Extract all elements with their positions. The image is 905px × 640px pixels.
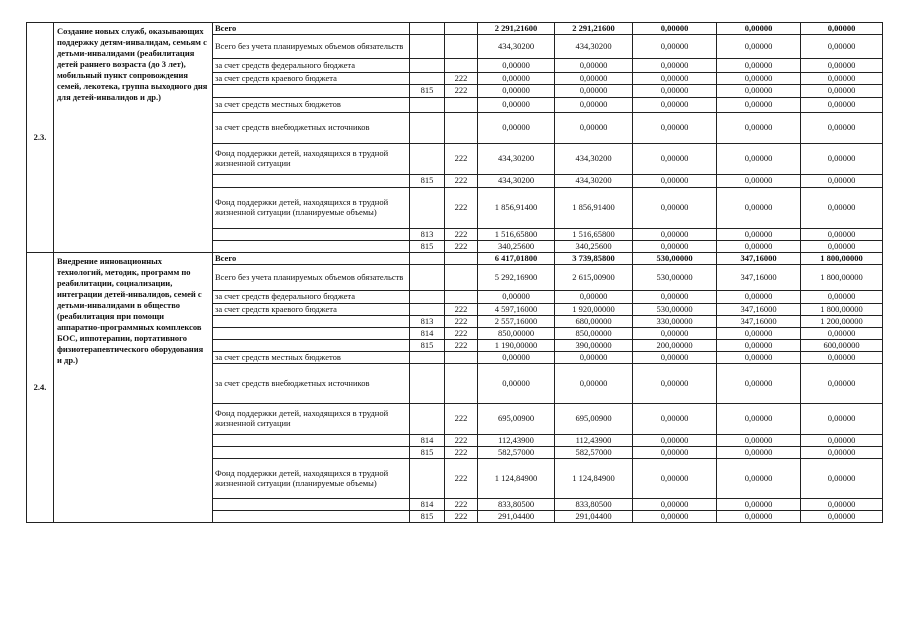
- amount-year2-cell: 200,00000: [633, 340, 717, 352]
- amount-year1-cell: 291,04400: [555, 511, 633, 523]
- amount-year2-cell: 0,00000: [633, 435, 717, 447]
- amount-year4-cell: 0,00000: [801, 35, 883, 59]
- amount-year4-cell: 0,00000: [801, 352, 883, 364]
- funding-source-cell: за счет средств федерального бюджета: [213, 59, 410, 73]
- amount-total-cell: 291,04400: [478, 511, 555, 523]
- amount-total-cell: 0,00000: [478, 352, 555, 364]
- amount-year4-cell: 0,00000: [801, 364, 883, 404]
- amount-total-cell: 695,00900: [478, 404, 555, 435]
- amount-year3-cell: 0,00000: [717, 447, 801, 459]
- amount-total-cell: 0,00000: [478, 59, 555, 73]
- budget-table: [26, 22, 883, 523]
- funding-source-cell: за счет средств федерального бюджета: [213, 291, 410, 304]
- amount-year3-cell: 347,16000: [717, 265, 801, 291]
- kosgu-code-cell: 222: [445, 188, 478, 229]
- amount-year3-cell: 0,00000: [717, 85, 801, 98]
- amount-year2-cell: 0,00000: [633, 59, 717, 73]
- funding-source-cell: [213, 435, 410, 447]
- grbs-code-cell: [410, 144, 445, 175]
- grbs-code-cell: 815: [410, 175, 445, 188]
- kosgu-code-cell: 222: [445, 511, 478, 523]
- amount-year3-cell: 0,00000: [717, 35, 801, 59]
- amount-total-cell: 1 516,65800: [478, 229, 555, 241]
- amount-year1-cell: 0,00000: [555, 85, 633, 98]
- amount-year4-cell: 0,00000: [801, 73, 883, 85]
- amount-total-cell: 112,43900: [478, 435, 555, 447]
- amount-year3-cell: 0,00000: [717, 241, 801, 253]
- amount-year4-cell: 0,00000: [801, 447, 883, 459]
- amount-year3-cell: 0,00000: [717, 499, 801, 511]
- amount-year1-cell: 0,00000: [555, 98, 633, 113]
- table-row: [27, 253, 883, 265]
- amount-year1-cell: 340,25600: [555, 241, 633, 253]
- amount-year3-cell: 0,00000: [717, 352, 801, 364]
- amount-total-cell: 582,57000: [478, 447, 555, 459]
- amount-year4-cell: 0,00000: [801, 291, 883, 304]
- amount-year2-cell: 0,00000: [633, 352, 717, 364]
- section-number: 2.4.: [27, 253, 54, 523]
- amount-year4-cell: 0,00000: [801, 328, 883, 340]
- kosgu-code-cell: [445, 291, 478, 304]
- grbs-code-cell: [410, 304, 445, 316]
- amount-year1-cell: 390,00000: [555, 340, 633, 352]
- amount-year3-cell: 0,00000: [717, 511, 801, 523]
- amount-total-cell: 5 292,16900: [478, 265, 555, 291]
- amount-total-cell: 0,00000: [478, 85, 555, 98]
- amount-year4-cell: 0,00000: [801, 85, 883, 98]
- funding-source-cell: [213, 229, 410, 241]
- amount-year3-cell: 0,00000: [717, 459, 801, 499]
- amount-year1-cell: 1 516,65800: [555, 229, 633, 241]
- amount-total-cell: 434,30200: [478, 175, 555, 188]
- kosgu-code-cell: 222: [445, 85, 478, 98]
- grbs-code-cell: 815: [410, 340, 445, 352]
- amount-total-cell: 0,00000: [478, 98, 555, 113]
- amount-year3-cell: 0,00000: [717, 59, 801, 73]
- grbs-code-cell: [410, 98, 445, 113]
- kosgu-code-cell: 222: [445, 241, 478, 253]
- amount-year2-cell: 0,00000: [633, 85, 717, 98]
- grbs-code-cell: 814: [410, 328, 445, 340]
- amount-year3-cell: 0,00000: [717, 73, 801, 85]
- grbs-code-cell: [410, 188, 445, 229]
- amount-year2-cell: 0,00000: [633, 499, 717, 511]
- section-description: Внедрение инновационных технологий, методик, программ по реабилитации, социализации, интеграции детей-инвалидов, семей с детьми-инвалидами в общество (реабилитация при помощи аппаратно-программных комплексов БОС, иппотерапии, портативного физиотерапевтического оборудования и др.): [54, 253, 213, 523]
- amount-total-cell: 1 856,91400: [478, 188, 555, 229]
- amount-year2-cell: 0,00000: [633, 404, 717, 435]
- amount-year1-cell: 0,00000: [555, 73, 633, 85]
- kosgu-code-cell: [445, 98, 478, 113]
- grbs-code-cell: 813: [410, 316, 445, 328]
- amount-year1-cell: 0,00000: [555, 364, 633, 404]
- kosgu-code-cell: 222: [445, 459, 478, 499]
- amount-year4-cell: 1 200,00000: [801, 316, 883, 328]
- budget-table-page: [26, 22, 882, 523]
- amount-year3-cell: 347,16000: [717, 304, 801, 316]
- funding-source-cell: Всего: [213, 253, 410, 265]
- amount-year4-cell: 0,00000: [801, 511, 883, 523]
- amount-year4-cell: 0,00000: [801, 241, 883, 253]
- amount-year2-cell: 0,00000: [633, 511, 717, 523]
- amount-year4-cell: 0,00000: [801, 499, 883, 511]
- amount-year2-cell: 530,00000: [633, 253, 717, 265]
- funding-source-cell: за счет средств внебюджетных источников: [213, 113, 410, 144]
- amount-year1-cell: 1 920,00000: [555, 304, 633, 316]
- amount-year3-cell: 0,00000: [717, 188, 801, 229]
- grbs-code-cell: 815: [410, 447, 445, 459]
- amount-year4-cell: 0,00000: [801, 144, 883, 175]
- amount-year1-cell: 434,30200: [555, 35, 633, 59]
- amount-year3-cell: 0,00000: [717, 98, 801, 113]
- funding-source-cell: Фонд поддержки детей, находящихся в трудной жизненной ситуации: [213, 404, 410, 435]
- amount-year1-cell: 850,00000: [555, 328, 633, 340]
- grbs-code-cell: [410, 352, 445, 364]
- funding-source-cell: за счет средств внебюджетных источников: [213, 364, 410, 404]
- grbs-code-cell: 814: [410, 499, 445, 511]
- amount-total-cell: 1 124,84900: [478, 459, 555, 499]
- amount-year3-cell: 0,00000: [717, 229, 801, 241]
- amount-year4-cell: 600,00000: [801, 340, 883, 352]
- kosgu-code-cell: [445, 352, 478, 364]
- amount-year1-cell: 2 291,21600: [555, 23, 633, 35]
- grbs-code-cell: 815: [410, 241, 445, 253]
- amount-year3-cell: 0,00000: [717, 404, 801, 435]
- grbs-code-cell: [410, 404, 445, 435]
- amount-total-cell: 2 291,21600: [478, 23, 555, 35]
- amount-year1-cell: 582,57000: [555, 447, 633, 459]
- amount-year2-cell: 0,00000: [633, 73, 717, 85]
- amount-total-cell: 0,00000: [478, 73, 555, 85]
- amount-year3-cell: 0,00000: [717, 340, 801, 352]
- kosgu-code-cell: 222: [445, 144, 478, 175]
- funding-source-cell: за счет средств краевого бюджета: [213, 73, 410, 85]
- grbs-code-cell: 813: [410, 229, 445, 241]
- grbs-code-cell: 814: [410, 435, 445, 447]
- funding-source-cell: [213, 340, 410, 352]
- amount-year3-cell: 347,16000: [717, 253, 801, 265]
- amount-year4-cell: 0,00000: [801, 59, 883, 73]
- amount-year3-cell: 0,00000: [717, 435, 801, 447]
- amount-year2-cell: 0,00000: [633, 364, 717, 404]
- amount-year2-cell: 0,00000: [633, 241, 717, 253]
- amount-year3-cell: 0,00000: [717, 364, 801, 404]
- amount-year4-cell: 1 800,00000: [801, 265, 883, 291]
- section-description: Создание новых служб, оказывающих поддержку детям-инвалидам, семьям с детьми-инвалидами (реабилитация детей раннего возраста (до 3 лет), мобильный пункт сопровождения семей, лекотека, группа выходного дня для детей-инвалидов и др.): [54, 23, 213, 253]
- kosgu-code-cell: 222: [445, 328, 478, 340]
- amount-year1-cell: 3 739,85800: [555, 253, 633, 265]
- amount-total-cell: 340,25600: [478, 241, 555, 253]
- table-row: [27, 23, 883, 35]
- amount-year4-cell: 0,00000: [801, 113, 883, 144]
- funding-source-cell: [213, 328, 410, 340]
- amount-total-cell: 4 597,16000: [478, 304, 555, 316]
- grbs-code-cell: 815: [410, 511, 445, 523]
- kosgu-code-cell: 222: [445, 435, 478, 447]
- amount-year3-cell: 0,00000: [717, 144, 801, 175]
- kosgu-code-cell: 222: [445, 404, 478, 435]
- kosgu-code-cell: 222: [445, 340, 478, 352]
- kosgu-code-cell: [445, 23, 478, 35]
- amount-total-cell: 833,80500: [478, 499, 555, 511]
- amount-year2-cell: 0,00000: [633, 291, 717, 304]
- grbs-code-cell: [410, 59, 445, 73]
- amount-year2-cell: 0,00000: [633, 144, 717, 175]
- amount-year2-cell: 330,00000: [633, 316, 717, 328]
- amount-year4-cell: 0,00000: [801, 98, 883, 113]
- funding-source-cell: Фонд поддержки детей, находящихся в трудной жизненной ситуации: [213, 144, 410, 175]
- amount-year1-cell: 695,00900: [555, 404, 633, 435]
- amount-year1-cell: 112,43900: [555, 435, 633, 447]
- amount-year1-cell: 680,00000: [555, 316, 633, 328]
- grbs-code-cell: [410, 291, 445, 304]
- grbs-code-cell: [410, 73, 445, 85]
- amount-year3-cell: 0,00000: [717, 113, 801, 144]
- amount-year4-cell: 1 800,00000: [801, 304, 883, 316]
- kosgu-code-cell: 222: [445, 229, 478, 241]
- funding-source-cell: [213, 447, 410, 459]
- amount-total-cell: 0,00000: [478, 364, 555, 404]
- amount-year4-cell: 0,00000: [801, 229, 883, 241]
- kosgu-code-cell: [445, 113, 478, 144]
- amount-year3-cell: 0,00000: [717, 175, 801, 188]
- amount-year1-cell: 1 124,84900: [555, 459, 633, 499]
- funding-source-cell: [213, 241, 410, 253]
- amount-total-cell: 0,00000: [478, 113, 555, 144]
- funding-source-cell: за счет средств краевого бюджета: [213, 304, 410, 316]
- grbs-code-cell: 815: [410, 85, 445, 98]
- amount-total-cell: 434,30200: [478, 35, 555, 59]
- funding-source-cell: Фонд поддержки детей, находящихся в трудной жизненной ситуации (планируемые объемы): [213, 459, 410, 499]
- amount-year2-cell: 530,00000: [633, 265, 717, 291]
- amount-year4-cell: 0,00000: [801, 23, 883, 35]
- grbs-code-cell: [410, 23, 445, 35]
- amount-year2-cell: 0,00000: [633, 328, 717, 340]
- funding-source-cell: [213, 499, 410, 511]
- amount-year2-cell: 530,00000: [633, 304, 717, 316]
- amount-year4-cell: 0,00000: [801, 459, 883, 499]
- amount-year2-cell: 0,00000: [633, 447, 717, 459]
- amount-year4-cell: 0,00000: [801, 175, 883, 188]
- amount-year3-cell: 0,00000: [717, 328, 801, 340]
- amount-year2-cell: 0,00000: [633, 23, 717, 35]
- amount-total-cell: 6 417,01800: [478, 253, 555, 265]
- grbs-code-cell: [410, 253, 445, 265]
- kosgu-code-cell: 222: [445, 499, 478, 511]
- kosgu-code-cell: 222: [445, 447, 478, 459]
- kosgu-code-cell: [445, 265, 478, 291]
- amount-year2-cell: 0,00000: [633, 459, 717, 499]
- amount-year3-cell: 0,00000: [717, 23, 801, 35]
- kosgu-code-cell: 222: [445, 73, 478, 85]
- amount-year1-cell: 0,00000: [555, 352, 633, 364]
- amount-year1-cell: 434,30200: [555, 144, 633, 175]
- kosgu-code-cell: [445, 35, 478, 59]
- amount-total-cell: 850,00000: [478, 328, 555, 340]
- funding-source-cell: за счет средств местных бюджетов: [213, 352, 410, 364]
- amount-year2-cell: 0,00000: [633, 229, 717, 241]
- grbs-code-cell: [410, 364, 445, 404]
- funding-source-cell: [213, 85, 410, 98]
- amount-year4-cell: 1 800,00000: [801, 253, 883, 265]
- amount-year4-cell: 0,00000: [801, 188, 883, 229]
- grbs-code-cell: [410, 35, 445, 59]
- funding-source-cell: [213, 511, 410, 523]
- amount-year3-cell: 0,00000: [717, 291, 801, 304]
- amount-year4-cell: 0,00000: [801, 435, 883, 447]
- amount-year2-cell: 0,00000: [633, 188, 717, 229]
- amount-year1-cell: 434,30200: [555, 175, 633, 188]
- funding-source-cell: за счет средств местных бюджетов: [213, 98, 410, 113]
- kosgu-code-cell: [445, 253, 478, 265]
- amount-year1-cell: 833,80500: [555, 499, 633, 511]
- kosgu-code-cell: [445, 364, 478, 404]
- funding-source-cell: [213, 316, 410, 328]
- amount-total-cell: 2 557,16000: [478, 316, 555, 328]
- amount-year3-cell: 347,16000: [717, 316, 801, 328]
- section-number: 2.3.: [27, 23, 54, 253]
- amount-year2-cell: 0,00000: [633, 113, 717, 144]
- amount-year1-cell: 1 856,91400: [555, 188, 633, 229]
- funding-source-cell: Фонд поддержки детей, находящихся в трудной жизненной ситуации (планируемые объемы): [213, 188, 410, 229]
- amount-total-cell: 434,30200: [478, 144, 555, 175]
- amount-total-cell: 1 190,00000: [478, 340, 555, 352]
- amount-year2-cell: 0,00000: [633, 35, 717, 59]
- kosgu-code-cell: 222: [445, 175, 478, 188]
- funding-source-cell: Всего без учета планируемых объемов обязательств: [213, 265, 410, 291]
- funding-source-cell: Всего: [213, 23, 410, 35]
- amount-year1-cell: 0,00000: [555, 291, 633, 304]
- kosgu-code-cell: 222: [445, 304, 478, 316]
- grbs-code-cell: [410, 265, 445, 291]
- grbs-code-cell: [410, 459, 445, 499]
- amount-year1-cell: 2 615,00900: [555, 265, 633, 291]
- amount-year1-cell: 0,00000: [555, 59, 633, 73]
- amount-year1-cell: 0,00000: [555, 113, 633, 144]
- amount-year2-cell: 0,00000: [633, 175, 717, 188]
- amount-total-cell: 0,00000: [478, 291, 555, 304]
- kosgu-code-cell: 222: [445, 316, 478, 328]
- kosgu-code-cell: [445, 59, 478, 73]
- funding-source-cell: [213, 175, 410, 188]
- amount-year4-cell: 0,00000: [801, 404, 883, 435]
- funding-source-cell: Всего без учета планируемых объемов обязательств: [213, 35, 410, 59]
- grbs-code-cell: [410, 113, 445, 144]
- amount-year2-cell: 0,00000: [633, 98, 717, 113]
